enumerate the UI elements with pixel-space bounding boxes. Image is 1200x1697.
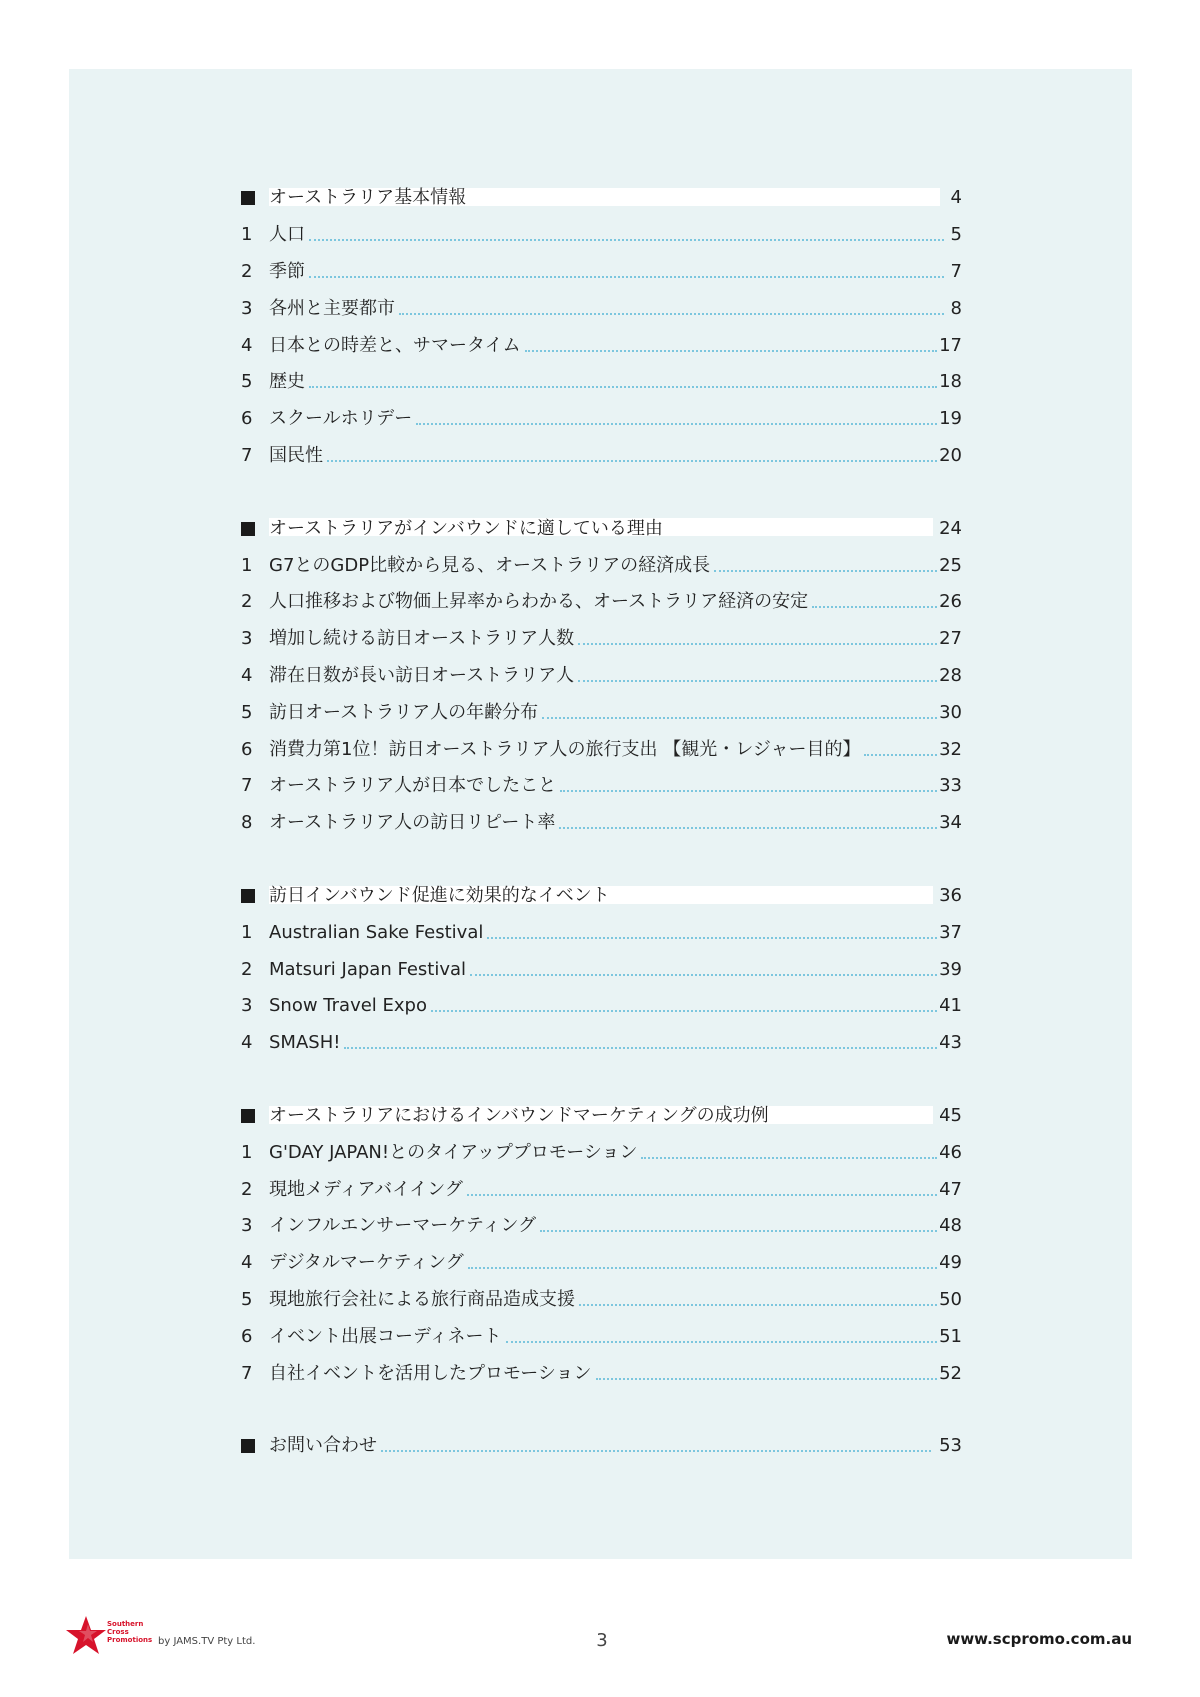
table-of-contents — [241, 180, 962, 1501]
dot-leader — [468, 1267, 937, 1269]
square-bullet-icon — [241, 522, 255, 536]
dot-leader — [579, 1304, 937, 1306]
entry-number: 8 — [241, 812, 253, 834]
toc-entry[interactable] — [241, 694, 962, 731]
dot-leader — [309, 276, 944, 278]
page-ref: 45 — [933, 1104, 962, 1128]
dot-leader — [467, 1194, 937, 1196]
entry-title: 訪日オーストラリア人の年齢分布 — [269, 701, 539, 723]
entry-number: 7 — [241, 444, 253, 466]
toc-section-heading[interactable] — [241, 180, 962, 217]
toc-entry[interactable] — [241, 988, 962, 1025]
entry-number: 5 — [241, 701, 253, 723]
entry-number: 4 — [241, 664, 253, 686]
dot-leader — [344, 1047, 937, 1049]
dot-leader — [309, 239, 944, 241]
toc-entry[interactable] — [241, 438, 962, 475]
toc-entry[interactable] — [241, 1171, 962, 1208]
entry-title: SMASH! — [269, 1032, 341, 1054]
section-title: 訪日インバウンド促進に効果的なイベント — [269, 884, 610, 906]
entry-number: 3 — [241, 1215, 253, 1237]
entry-title: 消費力第1位！訪日オーストラリア人の旅行支出 【観光・レジャー目的】 — [269, 738, 861, 760]
toc-entry[interactable] — [241, 768, 962, 805]
page-ref: 7 — [950, 260, 962, 282]
page-ref: 47 — [939, 1178, 962, 1200]
entry-number: 6 — [241, 1325, 253, 1347]
toc-entry[interactable] — [241, 805, 962, 842]
toc-entry[interactable] — [241, 290, 962, 327]
entry-number: 4 — [241, 1252, 253, 1274]
entry-number: 1 — [241, 921, 253, 943]
logo-wordmark: Southern Cross Promotions — [107, 1620, 153, 1644]
company-byline: by JAMS.TV Pty Ltd. — [158, 1636, 256, 1647]
section-title: オーストラリアにおけるインバウンドマーケティングの成功例 — [269, 1104, 769, 1126]
square-bullet-icon — [241, 1439, 269, 1453]
page-ref: 51 — [939, 1325, 962, 1347]
dot-leader — [525, 350, 937, 352]
page-ref: 18 — [939, 371, 962, 393]
toc-entry[interactable] — [241, 254, 962, 291]
square-bullet-icon — [241, 191, 269, 205]
entry-title: オーストラリア人が日本でしたこと — [269, 775, 557, 797]
entry-number: 1 — [241, 554, 253, 576]
toc-entry[interactable] — [241, 1134, 962, 1171]
page-ref: 50 — [939, 1288, 962, 1310]
page-ref: 41 — [939, 995, 962, 1017]
entry-title: デジタルマーケティング — [269, 1252, 464, 1274]
dot-leader — [559, 827, 937, 829]
entry-number: 4 — [241, 334, 253, 356]
page-number: 3 — [596, 1630, 608, 1651]
entry-number: 2 — [241, 591, 253, 613]
entry-number: 4 — [241, 1032, 253, 1054]
dot-leader — [864, 754, 937, 756]
toc-section — [241, 180, 962, 474]
toc-entry[interactable] — [241, 1282, 962, 1319]
toc-entry[interactable] — [241, 658, 962, 695]
entry-title: 人口推移および物価上昇率からわかる、オーストラリア経済の安定 — [269, 591, 809, 613]
toc-entry[interactable] — [241, 584, 962, 621]
toc-entry[interactable] — [241, 1355, 962, 1392]
entry-number: 3 — [241, 297, 253, 319]
entry-title: 季節 — [269, 260, 305, 282]
square-bullet-icon — [241, 1109, 269, 1123]
entry-number: 2 — [241, 260, 253, 282]
toc-section — [241, 510, 962, 841]
toc-entry[interactable] — [241, 217, 962, 254]
entry-title: イベント出展コーディネート — [269, 1325, 502, 1347]
entry-number: 7 — [241, 1362, 253, 1384]
page-ref: 49 — [939, 1252, 962, 1274]
page-ref: 28 — [939, 664, 962, 686]
page-ref: 52 — [939, 1362, 962, 1384]
entry-number: 5 — [241, 371, 253, 393]
toc-section-heading[interactable] — [241, 1428, 962, 1465]
toc-section-heading[interactable] — [241, 878, 962, 915]
page-ref: 26 — [939, 591, 962, 613]
entry-title: 現地旅行会社による旅行商品造成支援 — [269, 1288, 575, 1310]
entry-number: 3 — [241, 995, 253, 1017]
page-ref: 46 — [939, 1141, 962, 1163]
page-ref: 53 — [933, 1434, 962, 1458]
toc-section — [241, 878, 962, 1062]
entry-number: 6 — [241, 408, 253, 430]
entry-number: 2 — [241, 958, 253, 980]
dot-leader — [578, 680, 937, 682]
toc-entry[interactable] — [241, 1208, 962, 1245]
toc-section-heading[interactable] — [241, 1098, 962, 1135]
page-ref: 36 — [933, 884, 962, 908]
entry-title: スクールホリデー — [269, 408, 413, 430]
toc-section — [241, 1098, 962, 1392]
dot-leader — [560, 790, 937, 792]
page-ref: 30 — [939, 701, 962, 723]
dot-leader — [641, 1157, 937, 1159]
toc-section-heading[interactable] — [241, 510, 962, 547]
dot-leader — [542, 717, 937, 719]
square-bullet-icon — [241, 191, 255, 205]
dot-leader — [470, 974, 937, 976]
toc-entry[interactable] — [241, 327, 962, 364]
entry-title: 自社イベントを活用したプロモーション — [269, 1362, 592, 1384]
dot-leader — [506, 1341, 938, 1343]
square-bullet-icon — [241, 1439, 255, 1453]
toc-entry[interactable] — [241, 547, 962, 584]
entry-number: 1 — [241, 1141, 253, 1163]
toc-entry[interactable] — [241, 951, 962, 988]
entry-title: 人口 — [269, 224, 305, 246]
square-bullet-icon — [241, 522, 269, 536]
page-ref: 37 — [939, 921, 962, 943]
entry-title: Matsuri Japan Festival — [269, 958, 467, 980]
entry-title: G7とのGDP比較から見る、オーストラリアの経済成長 — [269, 554, 711, 576]
page-ref: 25 — [939, 554, 962, 576]
toc-entry[interactable] — [241, 731, 962, 768]
dot-leader — [487, 937, 937, 939]
page-ref: 34 — [939, 812, 962, 834]
dot-leader — [596, 1378, 938, 1380]
dot-leader — [578, 643, 937, 645]
entry-title: 歴史 — [269, 371, 305, 393]
entry-number: 6 — [241, 738, 253, 760]
entry-title: インフルエンサーマーケティング — [269, 1215, 537, 1237]
page-ref: 19 — [939, 408, 962, 430]
square-bullet-icon — [241, 1109, 255, 1123]
entry-number: 3 — [241, 628, 253, 650]
section-title: オーストラリアがインバウンドに適している理由 — [269, 517, 663, 539]
section-title: オーストラリア基本情報 — [269, 187, 467, 209]
dot-leader — [381, 1450, 931, 1452]
toc-entry[interactable] — [241, 621, 962, 658]
toc-section-contact — [241, 1428, 962, 1465]
dot-leader — [540, 1230, 937, 1232]
dot-leader — [399, 313, 944, 315]
toc-entry[interactable] — [241, 914, 962, 951]
page-ref: 24 — [933, 517, 962, 541]
dot-leader — [812, 606, 937, 608]
entry-number: 1 — [241, 224, 253, 246]
entry-number: 7 — [241, 775, 253, 797]
page-ref: 8 — [950, 297, 962, 319]
page-ref: 33 — [939, 775, 962, 797]
page-ref: 27 — [939, 628, 962, 650]
entry-number: 2 — [241, 1178, 253, 1200]
dot-leader — [714, 570, 937, 572]
entry-number: 5 — [241, 1288, 253, 1310]
toc-entry[interactable] — [241, 401, 962, 438]
website-url[interactable]: www.scpromo.com.au — [946, 1630, 1132, 1648]
dot-leader — [327, 460, 937, 462]
entry-title: 滞在日数が長い訪日オーストラリア人 — [269, 664, 575, 686]
page-ref: 48 — [939, 1215, 962, 1237]
entry-title: Snow Travel Expo — [269, 995, 427, 1017]
entry-title: 国民性 — [269, 444, 323, 466]
entry-title: 現地メディアバイイング — [269, 1178, 463, 1200]
page-ref: 4 — [940, 186, 962, 210]
toc-entry[interactable] — [241, 1025, 962, 1062]
toc-entry[interactable] — [241, 1245, 962, 1282]
page-ref: 43 — [939, 1032, 962, 1054]
section-title: お問い合わせ — [269, 1435, 377, 1457]
dot-leader — [416, 423, 937, 425]
page-ref: 32 — [939, 738, 962, 760]
page-ref: 5 — [950, 224, 962, 246]
entry-title: オーストラリア人の訪日リピート率 — [269, 812, 556, 834]
square-bullet-icon — [241, 889, 255, 903]
entry-title: 増加し続ける訪日オーストラリア人数 — [269, 628, 575, 650]
entry-title: G'DAY JAPAN!とのタイアッププロモーション — [269, 1141, 638, 1163]
square-bullet-icon — [241, 889, 269, 903]
entry-title: 日本との時差と、サマータイム — [269, 334, 521, 356]
dot-leader — [309, 386, 937, 388]
page-ref: 17 — [939, 334, 962, 356]
entry-title: Australian Sake Festival — [269, 921, 484, 943]
dot-leader — [431, 1010, 937, 1012]
toc-entry[interactable] — [241, 1318, 962, 1355]
page-ref: 39 — [939, 958, 962, 980]
page-ref: 20 — [939, 444, 962, 466]
entry-title: 各州と主要都市 — [269, 297, 395, 319]
toc-entry[interactable] — [241, 364, 962, 401]
